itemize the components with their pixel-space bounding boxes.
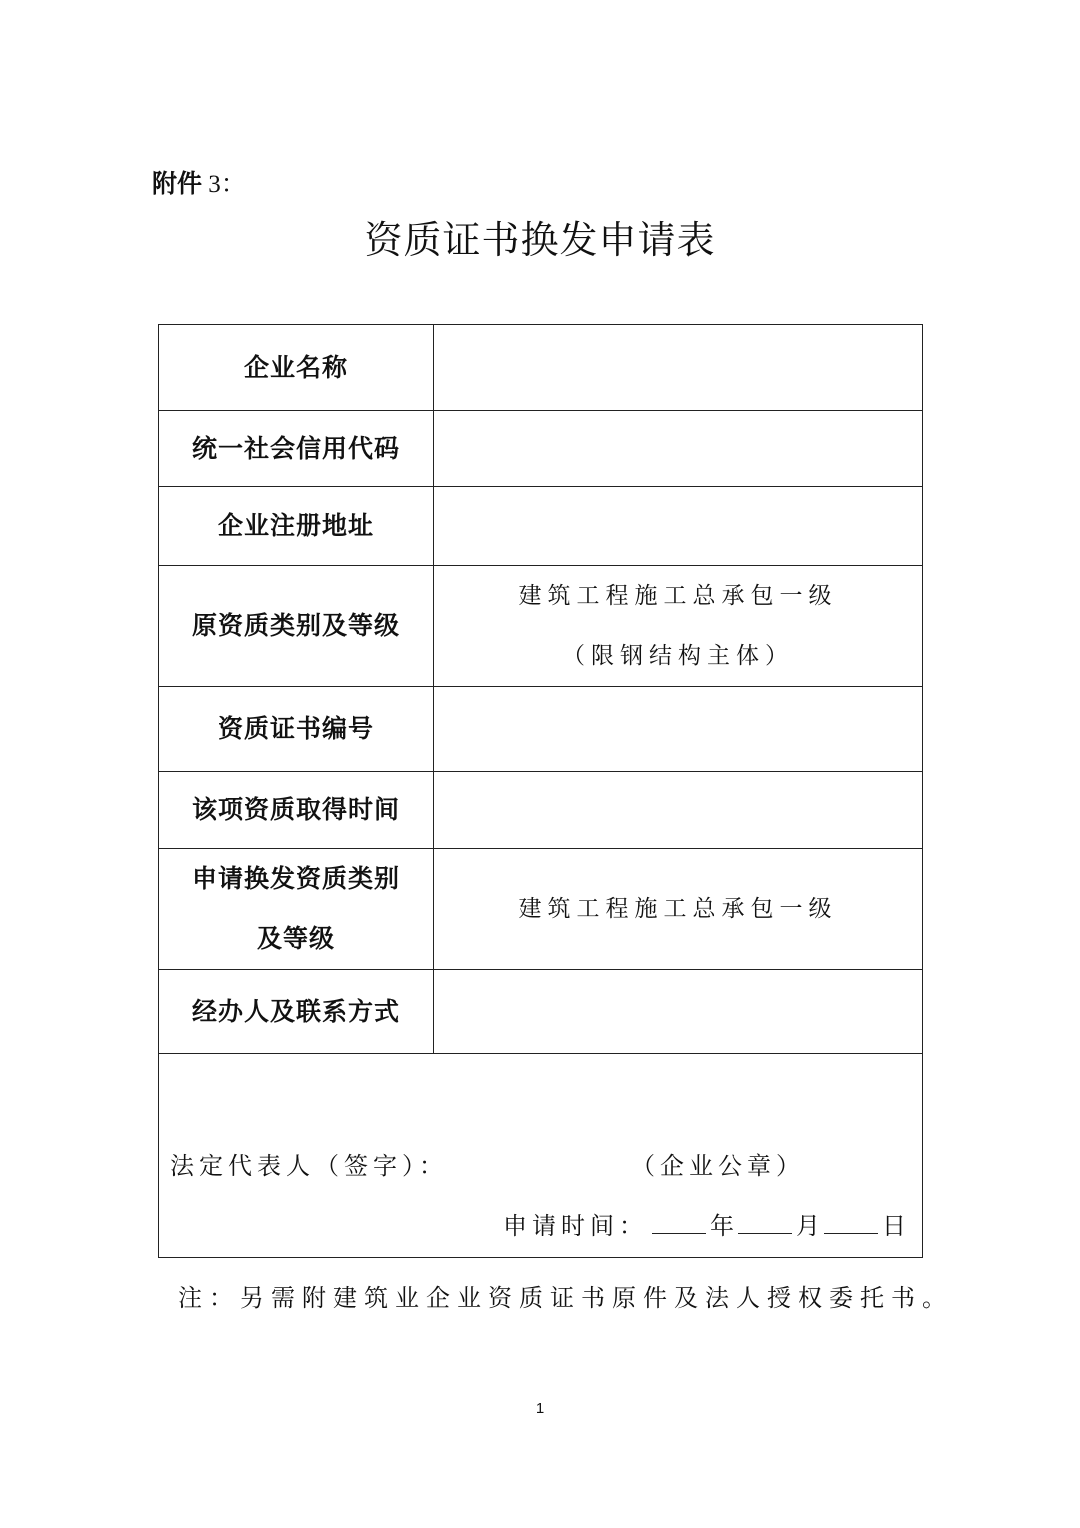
label-certificate-number: 资质证书编号 xyxy=(159,687,434,772)
form-row-requested-qualification xyxy=(159,849,923,970)
form-row-credit-code xyxy=(159,411,923,487)
original-qualification-line-2: （限钢结构主体） xyxy=(562,643,794,669)
label-contact: 经办人及联系方式 xyxy=(159,970,434,1054)
field-credit-code[interactable] xyxy=(434,411,923,487)
label-registered-address: 企业注册地址 xyxy=(159,487,434,566)
form-row-company-name xyxy=(159,325,923,411)
field-registered-address[interactable] xyxy=(434,487,923,566)
field-company-name[interactable] xyxy=(434,325,923,411)
month-label: 月 xyxy=(796,1212,820,1240)
attachment-number: 3： xyxy=(202,171,246,198)
label-requested-qualification xyxy=(159,849,434,970)
label-acquired-date: 该项资质取得时间 xyxy=(159,772,434,849)
form-row-contact xyxy=(159,970,923,1054)
legal-representative-signature-label: 法定代表人（签字）： xyxy=(170,1152,448,1180)
field-requested-qualification[interactable] xyxy=(434,849,923,970)
application-date-label: 申请时间： xyxy=(503,1212,648,1240)
label-original-qualification: 原资质类别及等级 xyxy=(159,566,434,687)
year-blank[interactable] xyxy=(652,1211,706,1234)
day-blank[interactable] xyxy=(824,1211,878,1234)
attachment-label xyxy=(152,166,246,203)
requested-qualification-label-line-1: 申请换发资质类别 xyxy=(191,864,400,893)
attachment-prefix: 附件 xyxy=(152,169,203,198)
month-blank[interactable] xyxy=(738,1211,792,1234)
label-company-name: 企业名称 xyxy=(159,325,434,411)
page-number: 1 xyxy=(535,1400,545,1417)
field-original-qualification[interactable] xyxy=(434,566,923,687)
signature-section xyxy=(159,1054,923,1258)
field-certificate-number[interactable] xyxy=(434,687,923,772)
form-row-certificate-number xyxy=(159,687,923,772)
original-qualification-line-1: 建筑工程施工总承包一级 xyxy=(518,583,838,609)
requested-qualification-value: 建筑工程施工总承包一级 xyxy=(518,896,838,922)
label-credit-code: 统一社会信用代码 xyxy=(159,411,434,487)
form-row-registered-address xyxy=(159,487,923,566)
form-row-signature xyxy=(159,1054,923,1258)
requested-qualification-label-line-2: 及等级 xyxy=(256,924,335,953)
application-date-row xyxy=(503,1206,906,1241)
application-form-table xyxy=(158,324,923,1258)
form-row-original-qualification xyxy=(159,566,923,687)
footnote: 注：另需附建筑业企业资质证书原件及法人授权委托书。 xyxy=(178,1284,953,1312)
form-row-acquired-date xyxy=(159,772,923,849)
document-title: 资质证书换发申请表 xyxy=(364,218,716,262)
year-label: 年 xyxy=(710,1212,734,1240)
field-acquired-date[interactable] xyxy=(434,772,923,849)
field-contact[interactable] xyxy=(434,970,923,1054)
day-label: 日 xyxy=(882,1212,906,1240)
company-seal-label: （企业公章） xyxy=(631,1152,805,1180)
